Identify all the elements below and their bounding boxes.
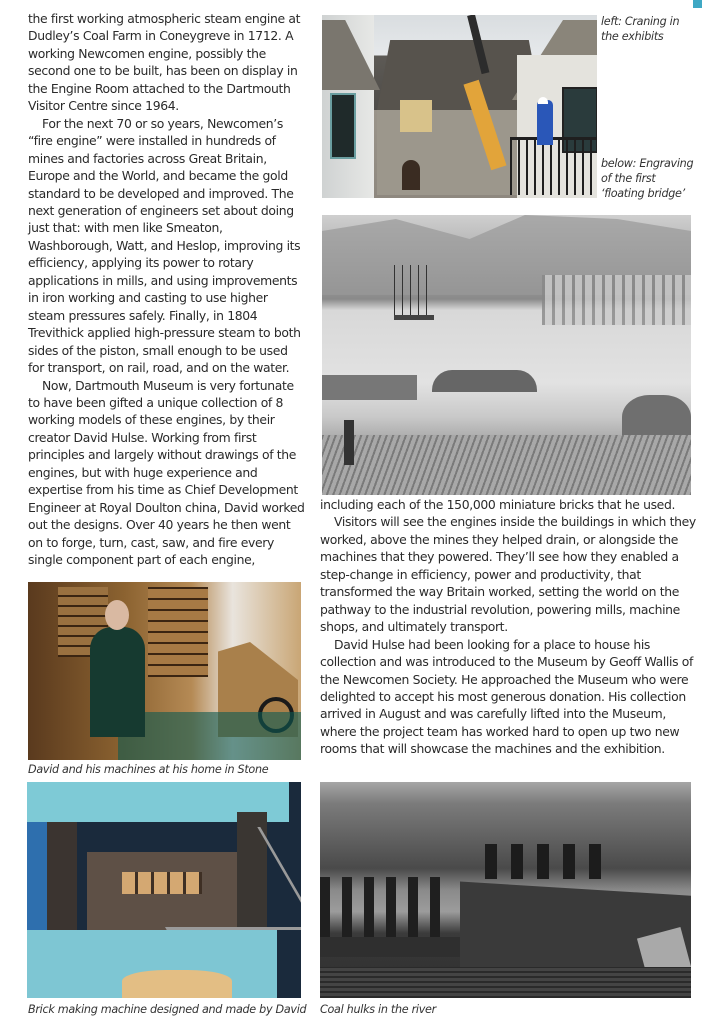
david-head — [105, 600, 129, 630]
crated-exhibit — [400, 100, 432, 132]
david-photo — [28, 582, 301, 760]
paragraph: David Hulse had been looking for a place to house his collection and was introduced to the Museum by Geoff Wallis of the Newcomen Society. He approached the Museum who were delighted to accept his most generous donation. His collection arrived in August and was carefully lifted into the Museum, where the project team has worked hard to open up two new rooms that will showcase the machines and the exhibition. — [320, 636, 694, 757]
press-column-left — [47, 822, 77, 932]
paragraph: including each of the 150,000 miniature bricks that he used. — [320, 497, 676, 512]
balcony-railing — [510, 137, 597, 195]
left-window — [330, 93, 356, 159]
foreground-wall — [322, 435, 691, 495]
table-cloth — [118, 712, 301, 760]
river-water — [320, 967, 691, 998]
harbour-wall — [322, 375, 417, 400]
men-on-dock — [320, 877, 440, 937]
paragraph: the first working atmospheric steam engine at Dudley’s Coal Farm in Coneygreve in 1712. A working Newcomen engine, possibly the second one to be built, has been on display in the Engine Room attached to the Dartmouth Visitor Centre since 1964. — [28, 11, 301, 114]
coal-hulks-photo — [320, 782, 691, 998]
crane-caption: left: Craning in the exhibits — [601, 15, 680, 43]
press-side — [27, 822, 47, 937]
engraving-caption: below: Engraving of the first ‘floating bridge’ — [601, 157, 694, 200]
right-text-column — [320, 496, 696, 758]
david-figure — [90, 627, 145, 737]
floating-bridge-engraving — [322, 215, 691, 495]
brick-pile — [122, 970, 232, 998]
david-caption: David and his machines at his home in Stone — [28, 763, 269, 776]
paragraph: Now, Dartmouth Museum is very fortunate to have been gifted a unique collection of 8 working models of these engines, by their creator David Hulse. Working from first principles and largely without drawings of the engines, but with huge experience and expertise from his time as Chief Development Engineer at Royal Doulton china, David worked out the designs. Over 40 years he then went on to forge, turn, cast, saw, and fire every single component part of each engine, — [28, 377, 305, 568]
model-tower — [148, 587, 208, 677]
worker-figure — [537, 100, 553, 145]
church-door — [402, 160, 420, 190]
men-on-hulk — [485, 844, 615, 879]
sailing-ship — [394, 265, 434, 320]
crane-photo — [322, 15, 597, 198]
coal-hulks-caption: Coal hulks in the river — [320, 1003, 436, 1016]
floating-bridge — [432, 370, 537, 392]
brick-machine-caption: Brick making machine designed and made by David — [28, 1003, 307, 1016]
town — [542, 275, 691, 325]
standing-figure — [344, 420, 354, 465]
hard-hat — [538, 97, 548, 104]
brick-machine-photo — [27, 782, 301, 998]
paragraph: For the next 70 or so years, Newcomen’s “fire engine” were installed in hundreds of mines and factories across Great Britain, Europe and the World, and became the gold standard to be developed and improved. The next generation of engineers set about doing just that: with men like Smeaton, Washborough, Watt, and Heslop, improving its efficiency, applying its power to rotary applications in mills, and using improvements in iron working and casting to use higher steam pressures safely. Finally, in 1804 Trevithick applied high-pressure steam to both sides of the piston, small enough to be used for transport, on rail, road, and on the water. — [28, 115, 301, 376]
page-accent-tab — [693, 0, 702, 8]
paragraph: Visitors will see the engines inside the buildings in which they worked, above the mines they helped drain, or alongside the machines that they powered. They’ll see how they enabled a step-change in efficiency, power and productivity, that transformed the way Britain worked, setting the world on the pathway to the industrial revolution, powering mills, machine shops, and ultimately transport. — [320, 514, 696, 635]
left-text-column — [28, 10, 306, 569]
